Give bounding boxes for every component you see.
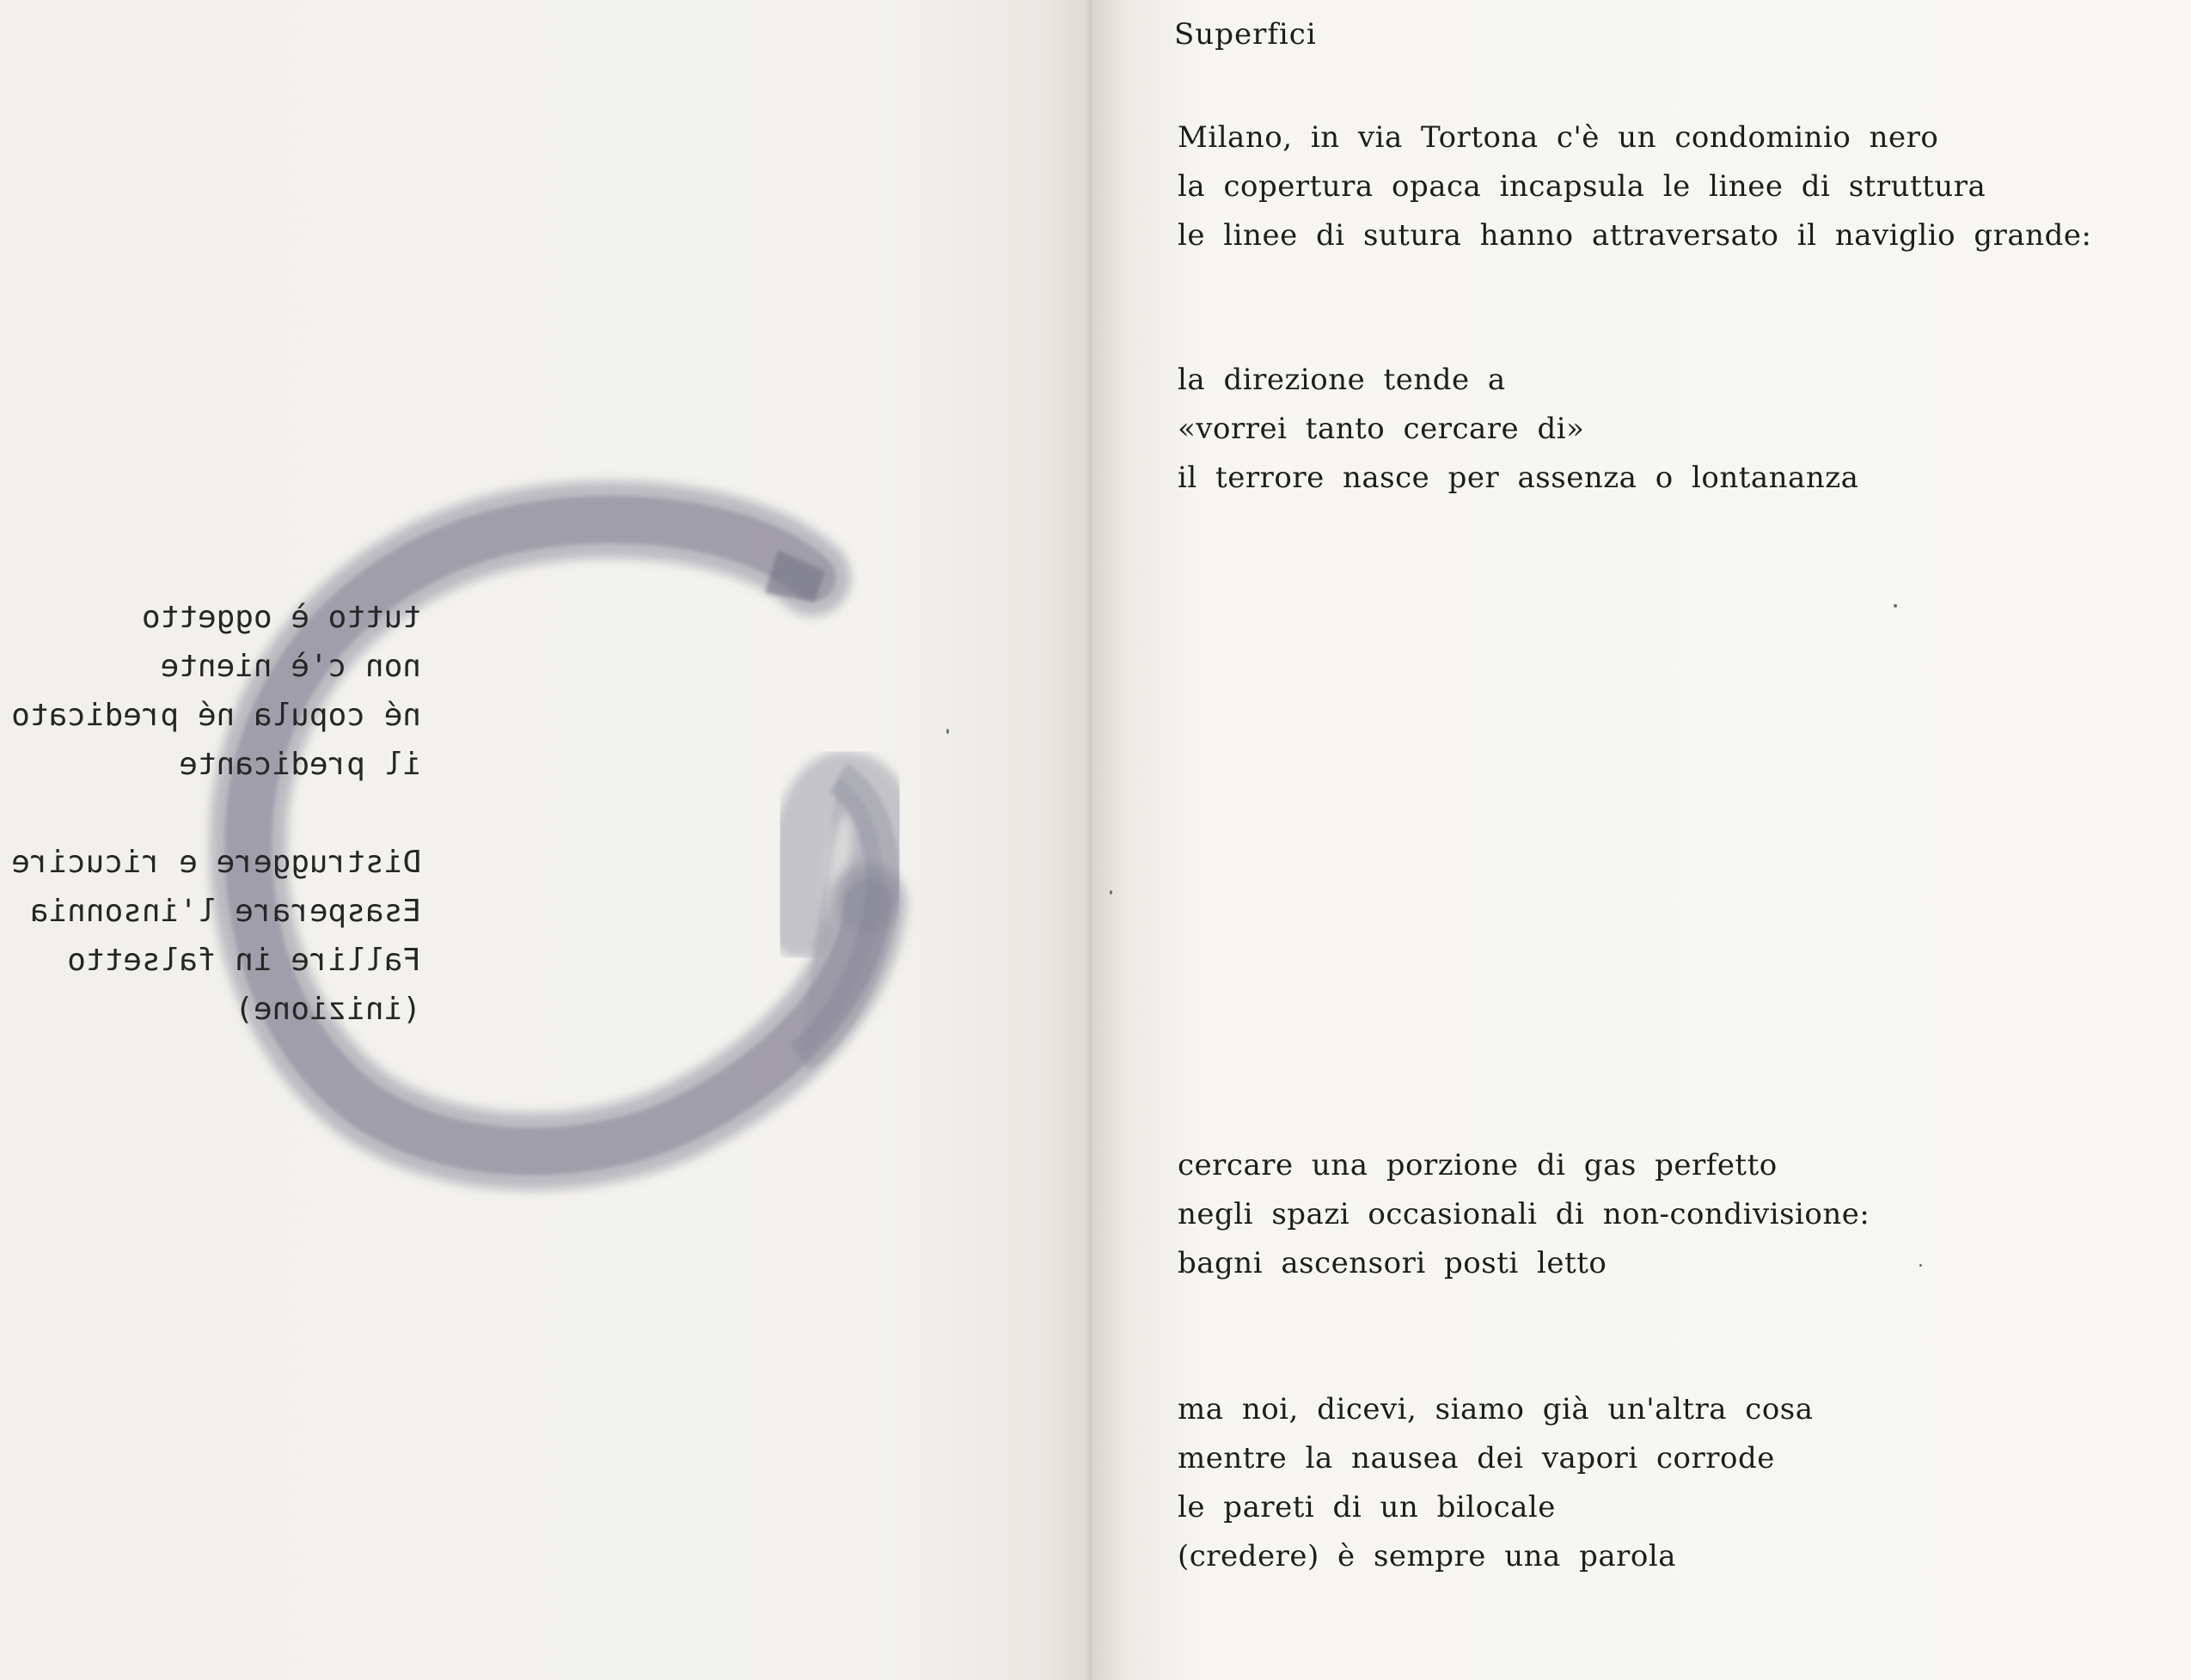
poem-line: le linee di sutura hanno attraversato il naviglio grande: [1178, 218, 2092, 253]
poem-line: le pareti di un bilocale [1178, 1490, 1556, 1524]
poem-line: (credere) è sempre una parola [1178, 1539, 1676, 1573]
poem-line: il terrore nasce per assenza o lontananza [1178, 461, 1859, 495]
stanza-4 [1178, 1385, 1814, 1581]
mirrored-poem [11, 593, 421, 1034]
poem-line: ma noi, dicevi, siamo già un'altra cosa [1178, 1392, 1814, 1426]
paper-speck [1894, 604, 1897, 608]
poem-line: negli spazi occasionali di non-condivisione: [1178, 1197, 1870, 1231]
poem-line: bagni ascensori posti letto [1178, 1246, 1607, 1280]
mirrored-poem-line: tutto è oggetto [141, 600, 421, 635]
poem-line: «vorrei tanto cercare di» [1178, 412, 1585, 446]
paper-speck [1919, 1264, 1922, 1267]
poem-line: Milano, in via Tortona c'è un condominio nero [1178, 120, 1939, 155]
stanza-1 [1178, 113, 2091, 260]
mirrored-poem-line: né copula né predicato [11, 698, 421, 733]
mirrored-poem-line: il predicante [179, 747, 421, 782]
stanza-3 [1178, 1141, 1870, 1288]
poem-line: mentre la nausea dei vapori corrode [1178, 1441, 1775, 1475]
paper-speck [1110, 890, 1112, 895]
poem-line: la copertura opaca incapsula le linee di struttura [1178, 169, 1986, 204]
left-page [0, 0, 1092, 1680]
mirrored-poem-line: non c'è niente [160, 649, 421, 684]
mirrored-poem-line: Distruggere e ricucire [11, 845, 421, 880]
paper-speck [946, 729, 949, 734]
mirrored-poem-line: (inizione) [235, 992, 421, 1027]
mirrored-poem-line: Fallire in falsetto [67, 943, 421, 978]
poem-line: cercare una porzione di gas perfetto [1178, 1148, 1778, 1182]
poem-line: la direzione tende a [1178, 363, 1506, 397]
poem-title: Superfici [1174, 17, 1317, 52]
stanza-2 [1178, 356, 1858, 503]
stanza-gap [26, 789, 421, 838]
mirrored-poem-line: Esasperare l'insonnia [29, 894, 421, 929]
